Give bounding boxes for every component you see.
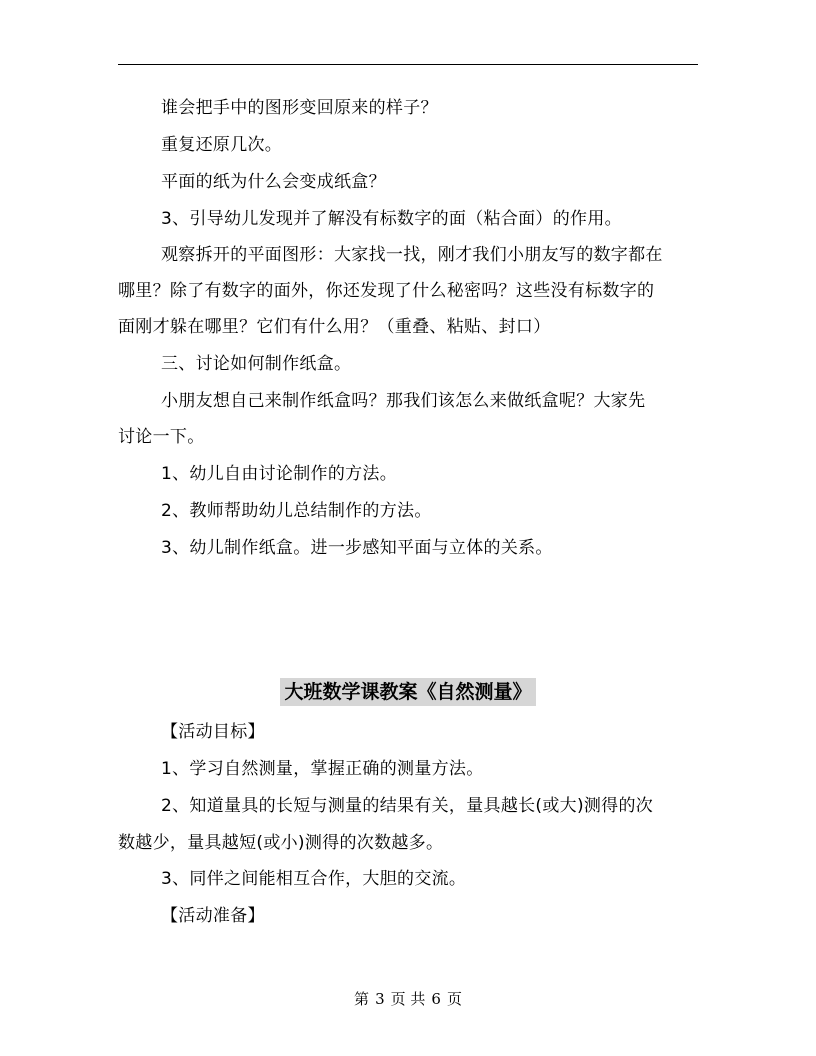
paragraph: 1、学习自然测量，掌握正确的测量方法。 [161, 759, 484, 779]
paragraph: 观察拆开的平面图形：大家找一找，刚才我们小朋友写的数字都在 [161, 245, 663, 265]
paragraph: 三、讨论如何制作纸盒。 [161, 354, 352, 374]
paragraph: 数越少，量具越短(或小)测得的次数越多。 [118, 833, 444, 853]
paragraph: 重复还原几次。 [161, 135, 283, 155]
paragraph: 3、引导幼儿发现并了解没有标数字的面（粘合面）的作用。 [161, 209, 622, 229]
paragraph: 2、教师帮助幼儿总结制作的方法。 [161, 501, 432, 521]
subheading: 【活动准备】 [161, 906, 265, 926]
footer-prefix: 第 [354, 990, 370, 1008]
page-number: 3 [375, 990, 385, 1008]
paragraph: 面刚才躲在哪里？它们有什么用？（重叠、粘贴、封口） [118, 317, 551, 337]
paragraph: 哪里？除了有数字的面外，你还发现了什么秘密吗？这些没有标数字的 [118, 281, 655, 301]
page-total: 6 [431, 990, 441, 1008]
footer-middle: 页 共 [390, 990, 426, 1008]
paragraph: 谁会把手中的图形变回原来的样子？ [161, 98, 438, 118]
paragraph: 2、知道量具的长短与测量的结果有关，量具越长(或大)测得的次 [161, 796, 654, 816]
section-title-wrap [0, 678, 816, 706]
subheading: 【活动目标】 [161, 722, 265, 742]
footer-suffix: 页 [446, 990, 462, 1008]
paragraph: 小朋友想自己来制作纸盒吗？那我们该怎么来做纸盒呢？大家先 [161, 391, 646, 411]
section-title: 大班数学课教案《自然测量》 [280, 678, 535, 706]
paragraph: 3、幼儿制作纸盒。进一步感知平面与立体的关系。 [161, 538, 553, 558]
header-rule [118, 64, 698, 65]
paragraph: 1、幼儿自由讨论制作的方法。 [161, 464, 398, 484]
paragraph: 讨论一下。 [118, 427, 205, 447]
page-footer [0, 988, 816, 1009]
paragraph: 平面的纸为什么会变成纸盒？ [161, 172, 386, 192]
paragraph: 3、同伴之间能相互合作，大胆的交流。 [161, 869, 467, 889]
